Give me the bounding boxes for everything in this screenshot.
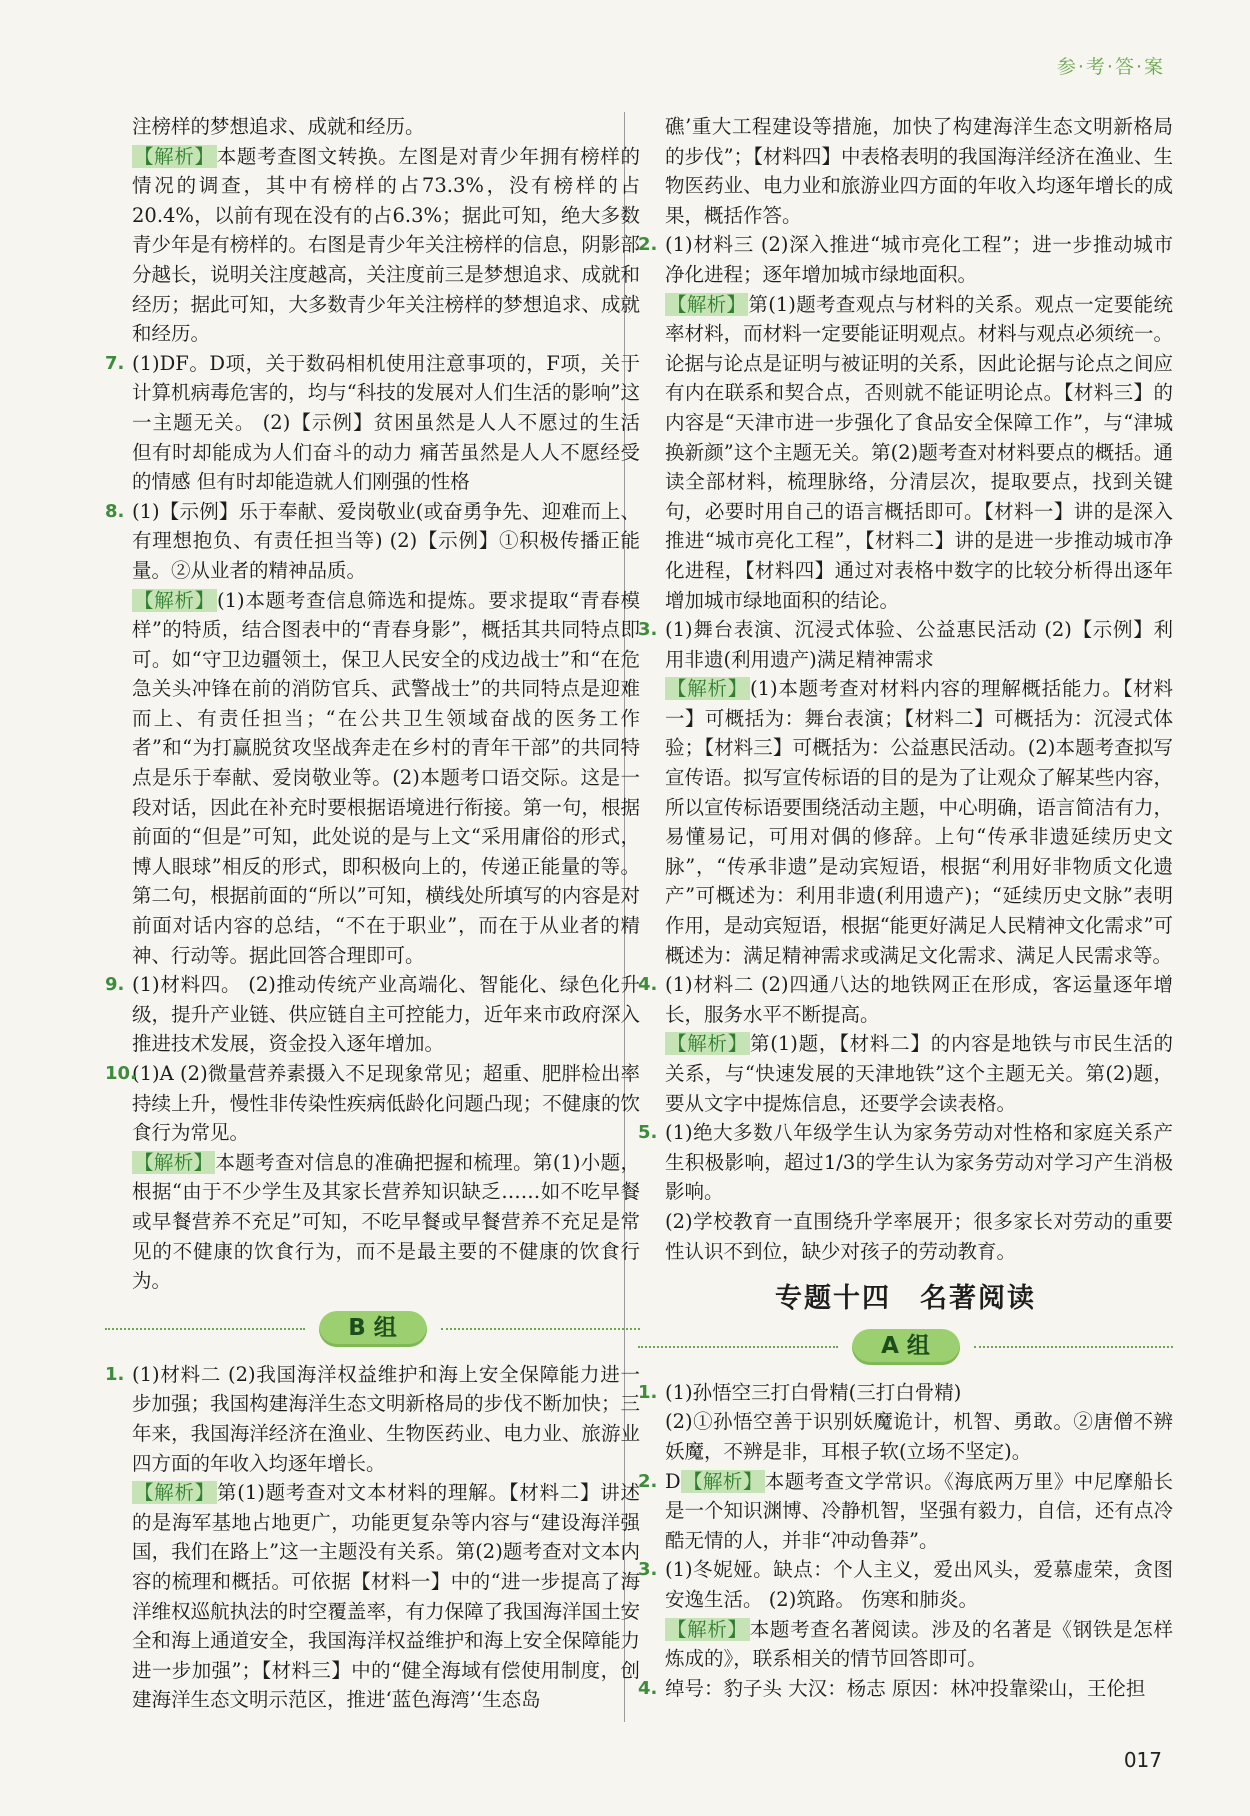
analysis-tag: 【解析】: [134, 1481, 216, 1505]
answer-text: (1)材料四。 (2)推动传统产业高端化、智能化、绿色化升级，提升产业链、供应链自主可控能力，近年来市政府深入推进技术发展，资金投入逐年增加。: [132, 973, 640, 1056]
answer-item-4: [638, 970, 1173, 1118]
analysis-tag: 【解析】: [667, 1617, 748, 1641]
banner-line: [105, 1328, 305, 1330]
analysis-tag: 【解析】: [667, 677, 749, 701]
analysis-text: 本题考查对信息的准确把握和梳理。第(1)小题，根据“由于不少学生及其家长营养知识缺乏……如不吃早餐或早餐营养不充足”可知，不吃早餐或早餐营养不充足是常见的不健康的饮食行为，而不是最主要的不健康的饮食行为。: [132, 1150, 640, 1293]
right-column: [638, 112, 1173, 1703]
answer-item-2: [638, 230, 1173, 615]
answer-item-3: [638, 615, 1173, 970]
analysis-tag: 【解析】: [682, 1469, 763, 1493]
item-number: 2.: [638, 1470, 658, 1492]
item-number: 1.: [105, 1363, 125, 1385]
item-number: 1.: [638, 1381, 658, 1403]
item-number: 2.: [638, 234, 658, 256]
answer-text: (1)【示例】乐于奉献、爱岗敬业(或奋勇争先、迎难而上、有理想抱负、有责任担当等) (2)【示例】①积极传播正能量。②从业者的精神品质。: [132, 499, 640, 582]
continued-text: 礁’重大工程建设等措施，加快了构建海洋生态文明新格局的步伐”；【材料四】中表格表明的我国海洋经济在渔业、生物医药业、电力业和旅游业四方面的年收入均逐年增长的成果，概括作答。: [665, 115, 1173, 227]
banner-line: [638, 1346, 838, 1348]
answer-item-9: [105, 970, 640, 1059]
analysis-text: (1)本题考查对材料内容的理解概括能力。【材料一】可概括为：舞台表演；【材料二】可概括为：沉浸式体验；【材料三】可概括为：公益惠民活动。(2)本题考查拟写宣传语。拟写宣传标语的目的是为了让观众了解某些内容，所以宣传标语要围绕活动主题，中心明确，语言简洁有力，易懂易记，可用对偶的修辞。上句“传承非遗延续历史文脉”，“传承非遗”是动宾短语，根据“利用好非物质文化遗产”可概述为：利用非遗(利用遗产)；“延续历史文脉”表明作用，是动宾短语，根据“能更好满足人民精神文化需求”可概述为：满足精神需求或满足文化需求、满足人民需求等。: [665, 677, 1173, 967]
analysis: [132, 1478, 640, 1715]
group-label: B 组: [319, 1311, 427, 1347]
answer-text: (1)孙悟空三打白骨精(三打白骨精): [665, 1380, 962, 1404]
analysis-text: 第(1)题考查观点与材料的关系。观点一定要能统率材料，而材料一定要能证明观点。材料与观点必须统一。论据与论点是证明与被证明的关系，因此论据与论点之间应有内在联系和契合点，否则就不能证明论点。【材料三】的内容是“天津市进一步强化了食品安全保障工作”，与“津城换新颜”这个主题无关。第(2)题考查对材料要点的概括。通读全部材料，梳理脉络，分清层次，提取要点，找到关键句，必要时用自己的语言概括即可。【材料一】讲的是深入推进“城市亮化工程”，【材料二】讲的是进一步推动城市净化进程，【材料四】通过对表格中数字的比较分析得出逐年增加城市绿地面积的结论。: [665, 292, 1173, 612]
left-column: [105, 112, 640, 1715]
answer-text: (1)材料三 (2)深入推进“城市亮化工程”；进一步推动城市净化进程；逐年增加城市绿地面积。: [665, 233, 1173, 286]
intro-analysis: [105, 142, 640, 349]
answer-text: (1)舞台表演、沉浸式体验、公益惠民活动 (2)【示例】利用非遗(利用遗产)满足精神需求: [665, 618, 1173, 671]
analysis-text: 本题考查图文转换。左图是对青少年拥有榜样的情况的调查，其中有榜样的占73.3%，没有榜样的占20.4%，以前有现在没有的占6.3%；据此可知，绝大多数青少年是有榜样的。右图是青少年关注榜样的信息，阴影部分越长，说明关注度越高，关注度前三是梦想追求、成就和经历；据此可知，大多数青少年关注榜样的梦想追求、成就和经历。: [132, 144, 640, 346]
analysis-text: (1)本题考查信息筛选和提炼。要求提取“青春模样”的特质，结合图表中的“青春身影”，概括其共同特点即可。如“守卫边疆领土，保卫人民安全的戍边战士”和“在危急关头冲锋在前的消防官兵、武警战士”的共同特点是迎难而上、有责任担当；“在公共卫生领域奋战的医务工作者”和“为打赢脱贫攻坚战奔走在乡村的青年干部”的共同特点是乐于奉献、爱岗敬业等。(2)本题考口语交际。这是一段对话，因此在补充时要根据语境进行衔接。第一句，根据前面的“但是”可知，此处说的是与上文“采用庸俗的形式，博人眼球”相反的形式，即积极向上的，传递正能量的等。第二句，根据前面的“所以”可知，横线处所填写的内容是对前面对话内容的总结，“不在于职业”，而在于从业者的精神、行动等。据此回答合理即可。: [132, 588, 640, 967]
item-number: 8.: [105, 500, 125, 522]
answer-text: (1)材料二 (2)我国海洋权益维护和海上安全保障能力进一步加强；我国构建海洋生态文明新格局的步伐不断加快；三年来，我国海洋经济在渔业、生物医药业、电力业、旅游业四方面的年收入均逐年增长。: [132, 1362, 640, 1475]
item-number: 10.: [105, 1063, 137, 1084]
item-number: 7.: [105, 352, 125, 374]
answer-item-a1: [638, 1378, 1173, 1467]
answer-text: (1)DF。D项，关于数码相机使用注意事项的，F项，关于计算机病毒危害的，均与“科技的发展对人们生活的影响”这一主题无关。 (2)【示例】贫困虽然是人人不愿过的生活 但有时却能成为人们奋斗的动力 痛苦虽然是人人不愿经受的情感 但有时却能造就人们刚强的性格: [132, 351, 640, 494]
analysis: [132, 1148, 640, 1296]
answer-item-8: [105, 497, 640, 971]
answer-item-b1: [105, 1360, 640, 1715]
item-number: 5.: [638, 1122, 658, 1144]
answer-item-10: [105, 1059, 640, 1296]
answer-text: D: [665, 1469, 681, 1493]
analysis: [665, 1029, 1173, 1118]
answer-text: (1)A (2)微量营养素摄入不足现象常见；超重、肥胖检出率持续上升，慢性非传染性疾病低龄化问题凸现；不健康的饮食行为常见。: [132, 1062, 640, 1145]
analysis-text: 第(1)题，【材料二】的内容是地铁与市民生活的关系，与“快速发展的天津地铁”这个主题无关。第(2)题，要从文字中提炼信息，还要学会读表格。: [665, 1032, 1173, 1115]
analysis: [132, 586, 640, 971]
analysis-tag: 【解析】: [134, 1150, 214, 1174]
group-label: A 组: [852, 1329, 960, 1365]
banner-line: [441, 1328, 641, 1330]
item-number: 4.: [638, 1677, 658, 1699]
analysis-text: 本题考查名著阅读。涉及的名著是《钢铁是怎样炼成的》，联系相关的情节回答即可。: [665, 1617, 1173, 1671]
analysis: [665, 290, 1173, 616]
analysis-tag: 【解析】: [134, 588, 215, 612]
header-tag: 参·考·答·案: [1056, 56, 1165, 78]
banner-line: [974, 1346, 1174, 1348]
analysis: [665, 674, 1173, 970]
answer-text-2: (2)学校教育一直围绕升学率展开；很多家长对劳动的重要性认识不到位，缺少对孩子的劳动教育。: [665, 1209, 1173, 1263]
topic-title: 专题十四 名著阅读: [775, 1283, 1036, 1315]
group-a-banner: [638, 1328, 1173, 1366]
answer-item-a3: [638, 1555, 1173, 1673]
answer-item-5: [638, 1118, 1173, 1266]
analysis-tag: 【解析】: [667, 1032, 749, 1056]
answer-item-7: [105, 349, 640, 497]
analysis-text: 第(1)题考查对文本材料的理解。【材料二】讲述的是海军基地占地更广，功能更复杂等内容与“建设海洋强国，我们在路上”这一主题没有关系。第(2)题考查对文本内容的梳理和概括。可依据【材料一】中的“进一步提高了海洋维权巡航执法的时空覆盖率，有力保障了我国海洋国土安全和海上通道安全，我国海洋权益维护和海上安全保障能力进一步加强”；【材料三】中的“健全海域有偿使用制度，创建海洋生态文明示范区，推进‘蓝色海湾’‘生态岛: [132, 1481, 640, 1712]
answer-item-a4: [638, 1674, 1173, 1704]
analysis-tag: 【解析】: [667, 292, 747, 316]
intro-line: 注榜样的梦想追求、成就和经历。: [132, 115, 425, 138]
answer-text: (1)冬妮娅。缺点：个人主义，爱出风头，爱慕虚荣，贪图安逸生活。 (2)筑路。 伤寒和肺炎。: [665, 1558, 1173, 1611]
item-number: 9.: [105, 974, 125, 996]
answer-text: 绰号：豹子头 大汉：杨志 原因：林冲投靠梁山，王伦担: [665, 1676, 1146, 1700]
analysis-text: 本题考查文学常识。《海底两万里》中尼摩船长是一个知识渊博、冷静机智，坚强有毅力，自信，还有点冷酷无情的人，并非“冲动鲁莽”。: [665, 1469, 1173, 1552]
answer-text: (1)绝大多数八年级学生认为家务劳动对性格和家庭关系产生积极影响，超过1/3的学生认为家务劳动对学习产生消极影响。: [665, 1121, 1173, 1204]
analysis-tag: 【解析】: [134, 144, 215, 168]
item-number: 3.: [638, 1559, 658, 1581]
group-b-banner: [105, 1310, 640, 1348]
answer-text-2: (2)①孙悟空善于识别妖魔诡计，机智、勇敢。②唐僧不辨妖魔，不辨是非，耳根子软(立场不坚定)。: [665, 1410, 1173, 1463]
answer-text: (1)材料二 (2)四通八达的地铁网正在形成，客运量逐年增长，服务水平不断提高。: [665, 973, 1173, 1026]
page-number: 017: [1123, 1748, 1162, 1772]
answer-with-analysis: [665, 1467, 1173, 1556]
answer-item-a2: [638, 1467, 1173, 1556]
analysis: [665, 1615, 1173, 1674]
item-number: 4.: [638, 974, 658, 996]
item-number: 3.: [638, 619, 658, 641]
